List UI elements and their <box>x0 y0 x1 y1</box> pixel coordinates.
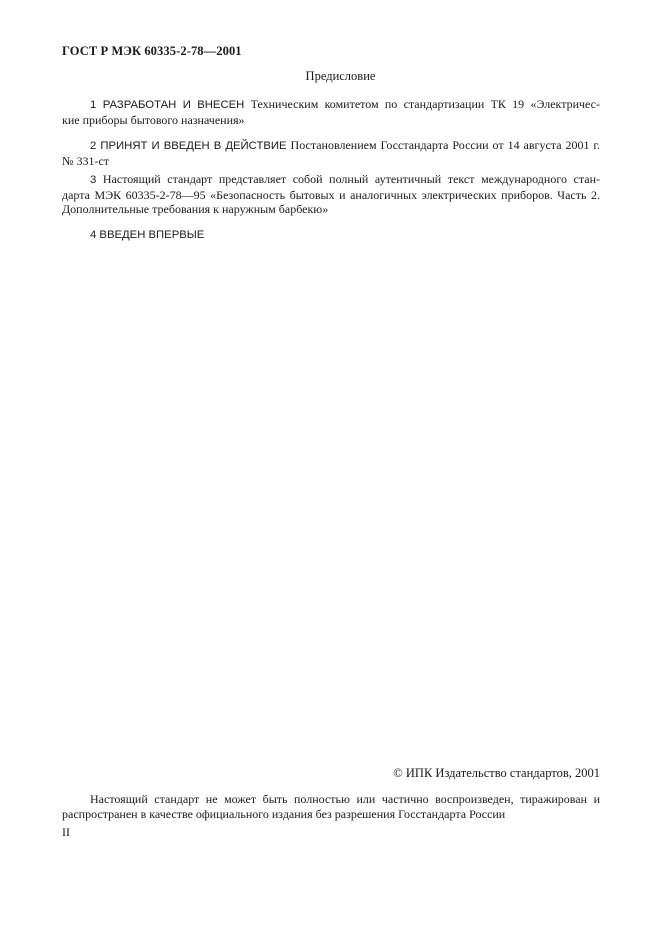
paragraph-1-line-1 <box>62 97 600 113</box>
paragraph-2-lead: 2 ПРИНЯТ И ВВЕДЕН В ДЕЙСТВИЕ <box>90 140 287 152</box>
paragraph-3 <box>62 172 600 217</box>
paragraph-2-line-1 <box>62 138 600 154</box>
paragraph-2-text: Постановлением Госстандарта России от 14 августа 2001 г. <box>286 138 601 152</box>
reproduction-notice-line-2: распространен в качестве официального издания без разрешения Госстандарта России <box>62 806 506 821</box>
paragraph-2 <box>62 138 600 168</box>
paragraph-1-lead: 1 РАЗРАБОТАН И ВНЕСЕН <box>90 99 245 111</box>
paragraph-1-line-2: кие приборы бытового назначения» <box>62 112 245 127</box>
paragraph-4-line-1 <box>62 227 600 243</box>
paragraph-4-lead: 4 ВВЕДЕН ВПЕРВЫЕ <box>90 229 205 241</box>
paragraph-1-text: Техническим комитетом по стандартизации ТК 19 «Электричес- <box>244 97 600 111</box>
paragraph-3-text: Настоящий стандарт представляет собой полный аутентичный текст международного стан- <box>96 172 600 186</box>
paragraph-3-line-3: Дополнительные требования к наружным барбекю» <box>62 202 329 216</box>
paragraph-4 <box>62 227 600 243</box>
paragraph-3-lead: 3 <box>90 174 97 186</box>
reproduction-notice-line-1: Настоящий стандарт не может быть полностью или частично воспроизведен, тиражирован и <box>90 792 600 806</box>
paragraph-2-line-2: № 331-ст <box>62 153 110 168</box>
paragraph-3-line-1 <box>62 172 600 188</box>
reproduction-notice <box>62 792 600 821</box>
page-number: II <box>62 825 70 839</box>
section-title: Предисловие <box>305 69 376 83</box>
copyright-notice: © ИПК Издательство стандартов, 2001 <box>393 766 600 780</box>
paragraph-1 <box>62 97 600 127</box>
paragraph-3-line-2: дарта МЭК 60335-2-78—95 «Безопасность бытовых и аналогичных электрических приборов. Часть 2. <box>62 187 600 202</box>
document-code-header: ГОСТ Р МЭК 60335-2-78—2001 <box>62 44 242 58</box>
